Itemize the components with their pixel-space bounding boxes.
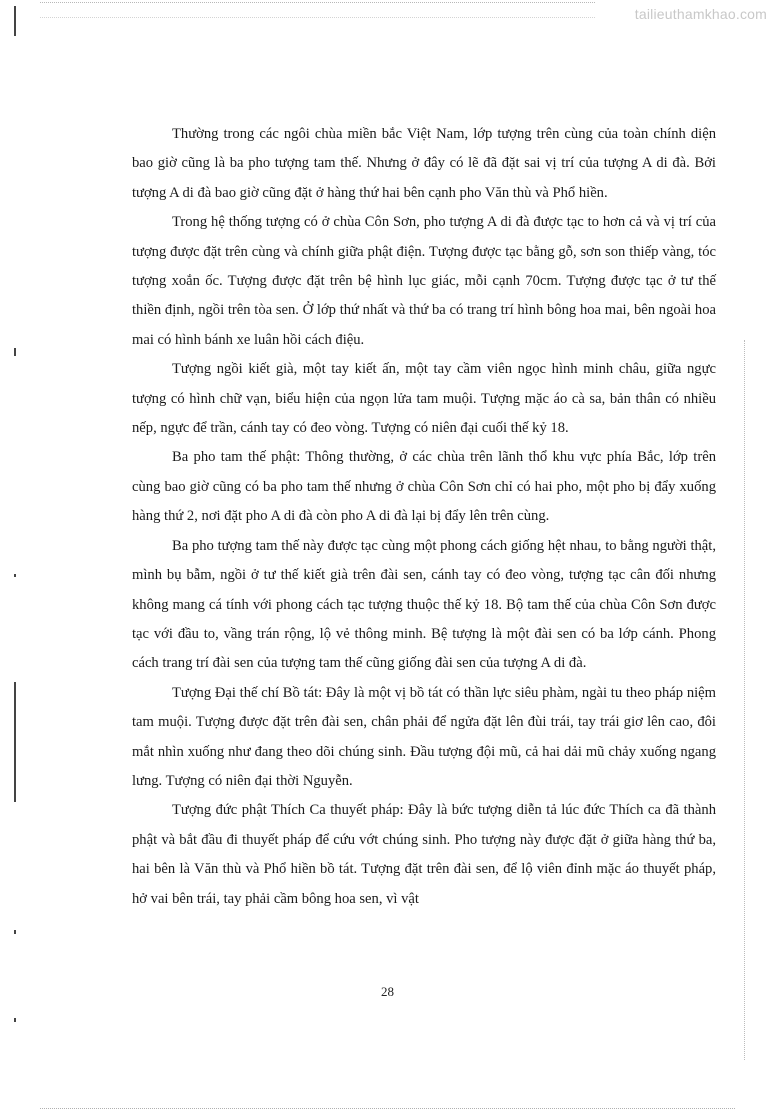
watermark-text: tailieuthamkhao.com [634,6,767,22]
paragraph: Tượng ngồi kiết già, một tay kiết ấn, một tay cầm viên ngọc hình minh châu, giữa ngực tượng có hình chữ vạn, biểu hiện của ngọn lửa tam muội. Tượng mặc áo cà sa, bản thân có nhiều nếp, ngực để trần, cánh tay có đeo vòng. Tượng có niên đại cuối thế kỷ 18. [132,361,716,437]
scan-artifact-top [40,2,595,18]
paragraph: Thường trong các ngôi chùa miền bắc Việt Nam, lớp tượng trên cùng của toàn chính diện bao giờ cũng là ba pho tượng tam thế. Nhưng ở đây có lẽ đã đặt sai vị trí của tượng A di đà. Bởi tượng A di đà bao giờ cũng đặt ở hàng thứ hai bên cạnh pho Văn thù và Phổ hiền. [132,126,716,201]
scan-artifact-right [744,340,747,1060]
paragraph: Trong hệ thống tượng có ở chùa Côn Sơn, pho tượng A di đà được tạc to hơn cả và vị trí của tượng được đặt trên cùng và chính giữa phật điện. Tượng được tạc bằng gỗ, sơn son thiếp vàng, tóc tượng xoắn ốc. Tượng được đặt trên bệ hình lục giác, mỗi cạnh 70cm. Tượng được tạc ở tư thế thiền định, ngồi trên tòa sen. Ở lớp thứ nhất và thứ ba có trang trí hình bông hoa mai, bên ngoài hoa mai có hình bánh xe luân hồi cách điệu. [132,214,716,348]
document-body [132,120,716,914]
scan-artifact-bottom [40,1108,735,1110]
paragraph: Tượng Đại thế chí Bồ tát: Đây là một vị bồ tát có thần lực siêu phàm, ngài tu theo pháp niệm tam muội. Tượng được đặt trên đài sen, chân phải để ngửa đặt lên đùi trái, tay trái giơ lên cao, đôi mắt nhìn xuống như đang theo dõi chúng sinh. Đầu tượng đội mũ, cả hai dải mũ chảy xuống ngang lưng. Tượng có niên đại thời Nguyễn. [132,684,716,789]
paragraph: Ba pho tam thế phật: Thông thường, ở các chùa trên lãnh thổ khu vực phía Bắc, lớp trên cùng bao giờ cũng có ba pho tam thế nhưng ở chùa Côn Sơn chỉ có hai pho, một pho bị đẩy xuống hàng thứ 2, nơi đặt pho A di đà còn pho A di đà lại bị đẩy lên trên cùng. [132,449,716,525]
paragraph: Tượng đức phật Thích Ca thuyết pháp: Đây là bức tượng diễn tả lúc đức Thích ca đã thành phật và bắt đầu đi thuyết pháp để cứu vớt chúng sinh. Pho tượng này được đặt ở giữa hàng thứ ba, hai bên là Văn thù và Phổ hiền bồ tát. Tượng đặt trên đài sen, để lộ viên đỉnh mặc áo thuyết pháp, hở vai bên trái, tay phải cầm bông hoa sen, vì vật [132,802,716,907]
paragraph: Ba pho tượng tam thế này được tạc cùng một phong cách giống hệt nhau, to bằng người thật, mình bụ bẫm, ngồi ở tư thế kiết già trên đài sen, cánh tay có đeo vòng, tượng tạc cân đối nhưng không mang cá tính với phong cách tạc tượng thuộc thế kỷ 18. Bộ tam thế của chùa Côn Sơn được tạc với đầu to, vầng trán rộng, lộ vẻ thông minh. Bệ tượng là một đài sen có ba lớp cánh. Phong cách trang trí đài sen của tượng tam thế cũng giống đài sen của tượng A di đà. [132,537,716,672]
page-number: 28 [381,984,394,999]
scan-artifact-left [14,0,18,1116]
